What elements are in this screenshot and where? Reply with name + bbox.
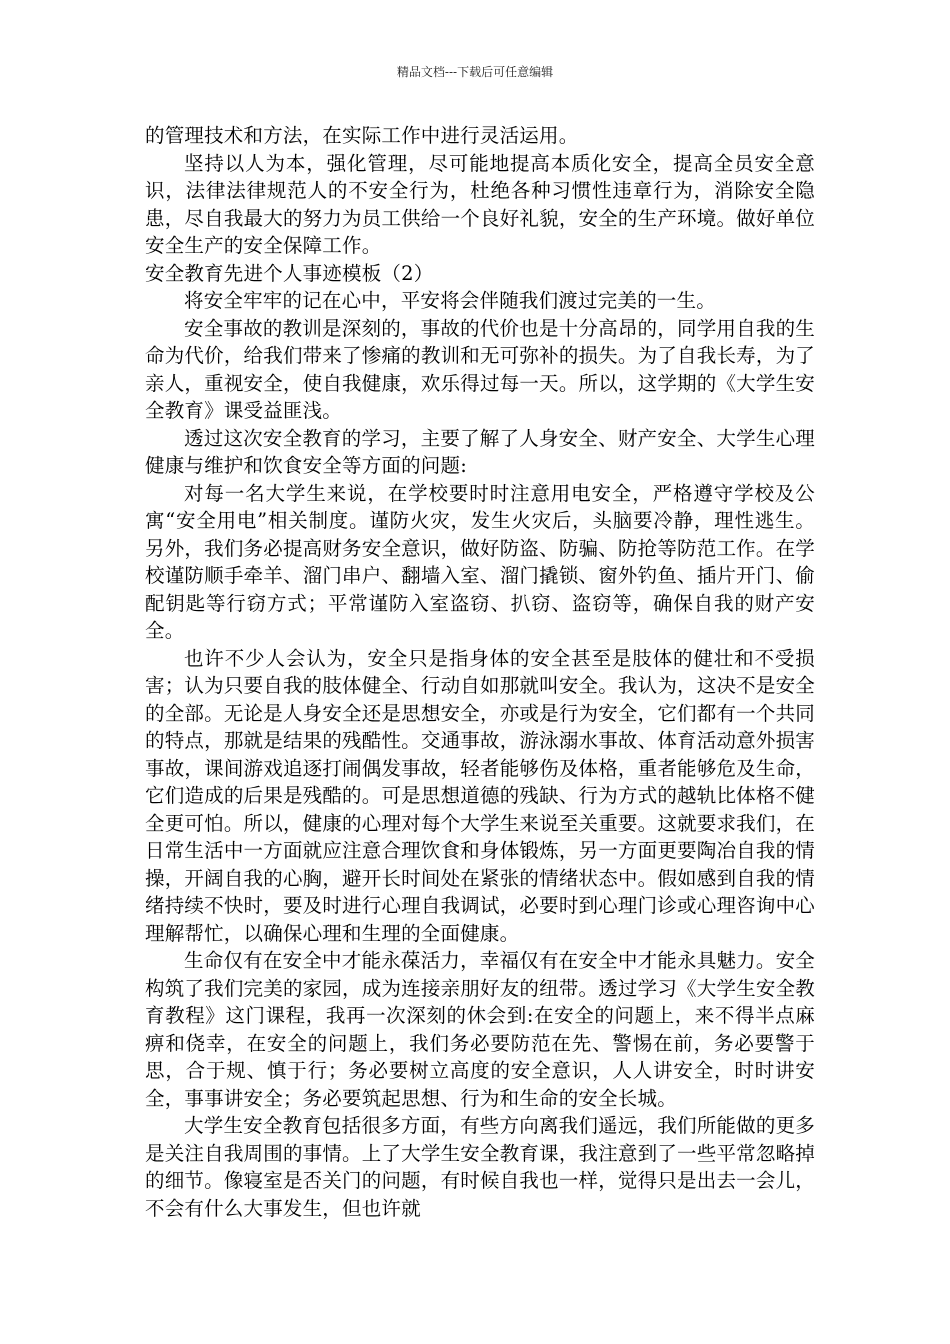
paragraph: 透过这次安全教育的学习，主要了解了人身安全、财产安全、大学生心理健康与维护和饮食安全等方面的问题: <box>145 426 815 477</box>
paragraph: 对每一名大学生来说，在学校要时时注意用电安全，严格遵守学校及公寓“安全用电”相关制度。谨防火灾，发生火灾后，头脑要冷静，理性逃生。另外，我们务必提高财务安全意识，做好防盗、防骗、防抢等防范工作。在学校谨防顺手牵羊、溜门串户、翻墙入室、溜门撬锁、窗外钓鱼、插片开门、偷配钥匙等行窃方式；平常谨防入室盗窃、扒窃、盗窃等，确保自我的财产安全。 <box>145 481 815 642</box>
paragraph: 也许不少人会认为，安全只是指身体的安全甚至是肢体的健壮和不受损害；认为只要自我的肢体健全、行动自如那就叫安全。我认为，这决不是安全的全部。无论是人身安全还是思想安全，亦或是行为安全，它们都有一个共同的特点，那就是结果的残酷性。交通事故，游泳溺水事故、体育活动意外损害事故，课间游戏追逐打闹偶发事故，轻者能够伤及体格，重者能够危及生命，它们造成的后果是残酷的。可是思想道德的残缺、行为方式的越轨比体格不健全更可怕。所以，健康的心理对每个大学生来说至关重要。这就要求我们，在日常生活中一方面就应注意合理饮食和身体锻炼，另一方面更要陶冶自我的情操，开阔自我的心胸，避开长时间处在紧张的情绪状态中。假如感到自我的情绪持续不快时，要及时进行心理自我调试，必要时到心理门诊或心理咨询中心理解帮忙，以确保心理和生理的全面健康。 <box>145 646 815 945</box>
paragraph: 大学生安全教育包括很多方面，有些方向离我们遥远，我们所能做的更多是关注自我周围的事情。上了大学生安全教育课，我注意到了一些平常忽略掉的细节。像寝室是否关门的问题，有时候自我也一样，觉得只是出去一会儿，不会有什么大事发生，但也许就 <box>145 1114 815 1220</box>
paragraph: 将安全牢牢的记在心中，平安将会伴随我们渡过完美的一生。 <box>184 289 716 312</box>
paragraph-continuation: 的管理技术和方法，在实际工作中进行灵活运用。 <box>145 124 579 147</box>
document-body <box>145 122 815 1222</box>
page-header: 精品文档---下载后可任意编辑 <box>396 65 554 79</box>
section-title: 安全教育先进个人事迹模板（2） <box>145 261 434 285</box>
paragraph: 生命仅有在安全中才能永葆活力，幸福仅有在安全中才能永具魅力。安全构筑了我们完美的家园，成为连接亲朋好友的纽带。透过学习《大学生安全教育教程》这门课程，我再一次深刻的休会到:在安全的问题上，来不得半点麻痹和侥幸，在安全的问题上，我们务必要防范在先、警惕在前，务必要警于思，合于规、慎于行；务必要树立高度的安全意识，人人讲安全，时时讲安全，事事讲安全；务必要筑起思想、行为和生命的安全长城。 <box>145 949 815 1110</box>
paragraph: 安全事故的教训是深刻的，事故的代价也是十分高昂的，同学用自我的生命为代价，给我们带来了惨痛的教训和无可弥补的损失。为了自我长寿，为了亲人，重视安全，使自我健康，欢乐得过每一天。所以，这学期的《大学生安全教育》课受益匪浅。 <box>145 316 815 422</box>
paragraph: 坚持以人为本，强化管理，尽可能地提高本质化安全，提高全员安全意识，法律法律规范人的不安全行为，杜绝各种习惯性违章行为，消除安全隐患，尽自我最大的努力为员工供给一个良好礼貌，安全的生产环境。做好单位安全生产的安全保障工作。 <box>145 151 815 257</box>
